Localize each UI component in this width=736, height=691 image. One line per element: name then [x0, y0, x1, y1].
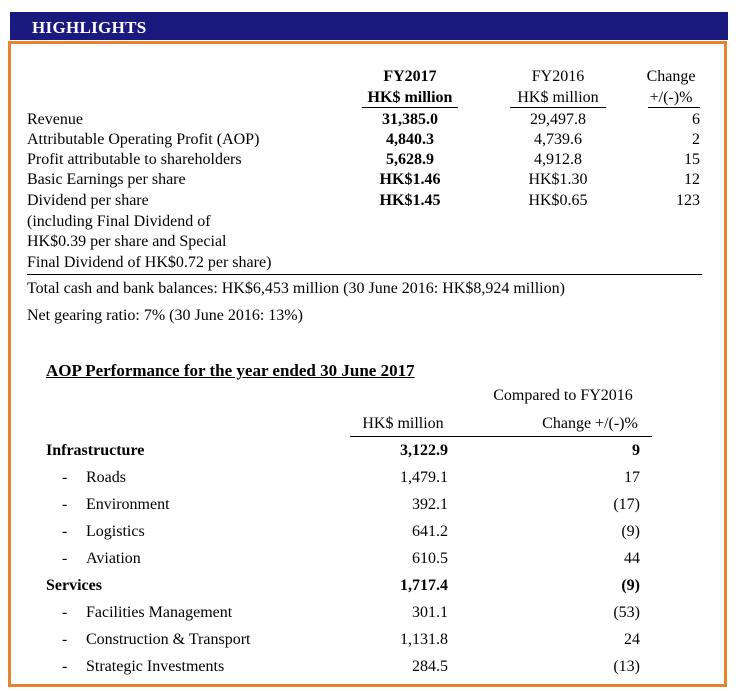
- change-header-underline: [648, 107, 700, 108]
- aop-row-change: (9): [621, 577, 640, 594]
- highlight-row-change: 2: [692, 131, 700, 148]
- highlight-row-fy2016: 29,497.8: [530, 111, 586, 128]
- aop-row-label: Logistics: [86, 523, 145, 540]
- highlight-row-fy2017: HK$1.45: [379, 192, 441, 209]
- highlight-row-change: 123: [676, 192, 700, 209]
- highlights-header: [10, 12, 728, 40]
- aop-row-value: 1,717.4: [400, 577, 448, 594]
- highlight-row-label: Basic Earnings per share: [27, 171, 186, 188]
- highlight-row-fy2016: HK$0.65: [528, 192, 588, 209]
- aop-row-value: 284.5: [412, 658, 448, 675]
- fy2016-header-underline: [510, 107, 606, 108]
- aop-row-change: 9: [632, 442, 640, 459]
- aop-row-value: 641.2: [412, 523, 448, 540]
- aop-row-dash: -: [62, 550, 68, 567]
- aop-row-dash: -: [62, 604, 68, 621]
- col-fy2017-line2: HK$ million: [367, 89, 453, 106]
- aop-compared-header: Compared to FY2016: [493, 387, 633, 404]
- dividend-note-line: (including Final Dividend of: [27, 213, 211, 230]
- aop-row-label: Facilities Management: [86, 604, 233, 621]
- col-fy2016-line2: HK$ million: [517, 89, 599, 106]
- aop-row-change: (13): [613, 658, 640, 675]
- highlight-row-fy2017: 5,628.9: [386, 151, 434, 168]
- highlight-row-fy2016: HK$1.30: [528, 171, 588, 188]
- aop-row-change: (53): [613, 604, 640, 621]
- aop-row-change: 17: [624, 469, 640, 486]
- aop-row-label: Aviation: [86, 550, 141, 567]
- aop-row-label: Strategic Investments: [86, 658, 225, 675]
- col-change-line1: Change: [646, 68, 696, 85]
- aop-row-dash: -: [62, 469, 68, 486]
- aop-header-underline: [350, 436, 652, 437]
- fy2017-header-underline: [362, 107, 458, 108]
- col-fy2017-line1: FY2017: [383, 68, 437, 85]
- aop-row-value: 1,131.8: [400, 631, 448, 648]
- highlight-row-fy2017: 31,385.0: [382, 111, 438, 128]
- highlight-row-label: Revenue: [27, 111, 83, 128]
- aop-row-value: 610.5: [412, 550, 448, 567]
- highlight-row-change: 12: [684, 171, 700, 188]
- aop-row-value: 1,479.1: [400, 469, 448, 486]
- aop-row-value: 301.1: [412, 604, 448, 621]
- highlight-row-change: 6: [692, 111, 700, 128]
- header-title: HIGHLIGHTS: [32, 18, 147, 37]
- aop-row-label: Infrastructure: [46, 442, 145, 459]
- aop-row-change: 24: [624, 631, 640, 648]
- col-change-line2: +/(-)%: [649, 89, 693, 106]
- aop-change-header: Change +/(-)%: [542, 415, 638, 432]
- gearing-line: Net gearing ratio: 7% (30 June 2016: 13%): [27, 307, 303, 324]
- aop-hk-header: HK$ million: [362, 415, 444, 432]
- highlight-row-fy2017: 4,840.3: [386, 131, 434, 148]
- dividend-note-line: Final Dividend of HK$0.72 per share): [27, 254, 272, 271]
- col-fy2016-line1: FY2016: [531, 68, 585, 85]
- highlight-row-label: Profit attributable to shareholders: [27, 151, 242, 168]
- aop-row-value: 3,122.9: [400, 442, 448, 459]
- aop-row-dash: -: [62, 658, 68, 675]
- aop-row-change: (9): [621, 523, 640, 540]
- aop-row-label: Construction & Transport: [86, 631, 251, 648]
- highlights-bottom-rule: [27, 274, 702, 275]
- aop-row-dash: -: [62, 631, 68, 648]
- highlight-row-change: 15: [684, 151, 700, 168]
- aop-row-label: Roads: [86, 469, 126, 486]
- aop-row-change: (17): [613, 496, 640, 513]
- aop-row-label: Services: [46, 577, 102, 594]
- aop-row-value: 392.1: [412, 496, 448, 513]
- highlight-row-fy2017: HK$1.46: [379, 171, 441, 188]
- aop-section-title: AOP Performance for the year ended 30 June 2017: [46, 361, 415, 380]
- aop-row-dash: -: [62, 496, 68, 513]
- aop-row-label: Environment: [86, 496, 170, 513]
- highlight-row-label: Dividend per share: [27, 192, 149, 209]
- highlight-row-label: Attributable Operating Profit (AOP): [27, 131, 260, 148]
- highlight-row-fy2016: 4,912.8: [534, 151, 582, 168]
- aop-row-dash: -: [62, 523, 68, 540]
- dividend-note-line: HK$0.39 per share and Special: [27, 233, 227, 250]
- aop-row-change: 44: [624, 550, 640, 567]
- highlight-row-fy2016: 4,739.6: [534, 131, 582, 148]
- cash-line: Total cash and bank balances: HK$6,453 million (30 June 2016: HK$8,924 million): [27, 280, 565, 297]
